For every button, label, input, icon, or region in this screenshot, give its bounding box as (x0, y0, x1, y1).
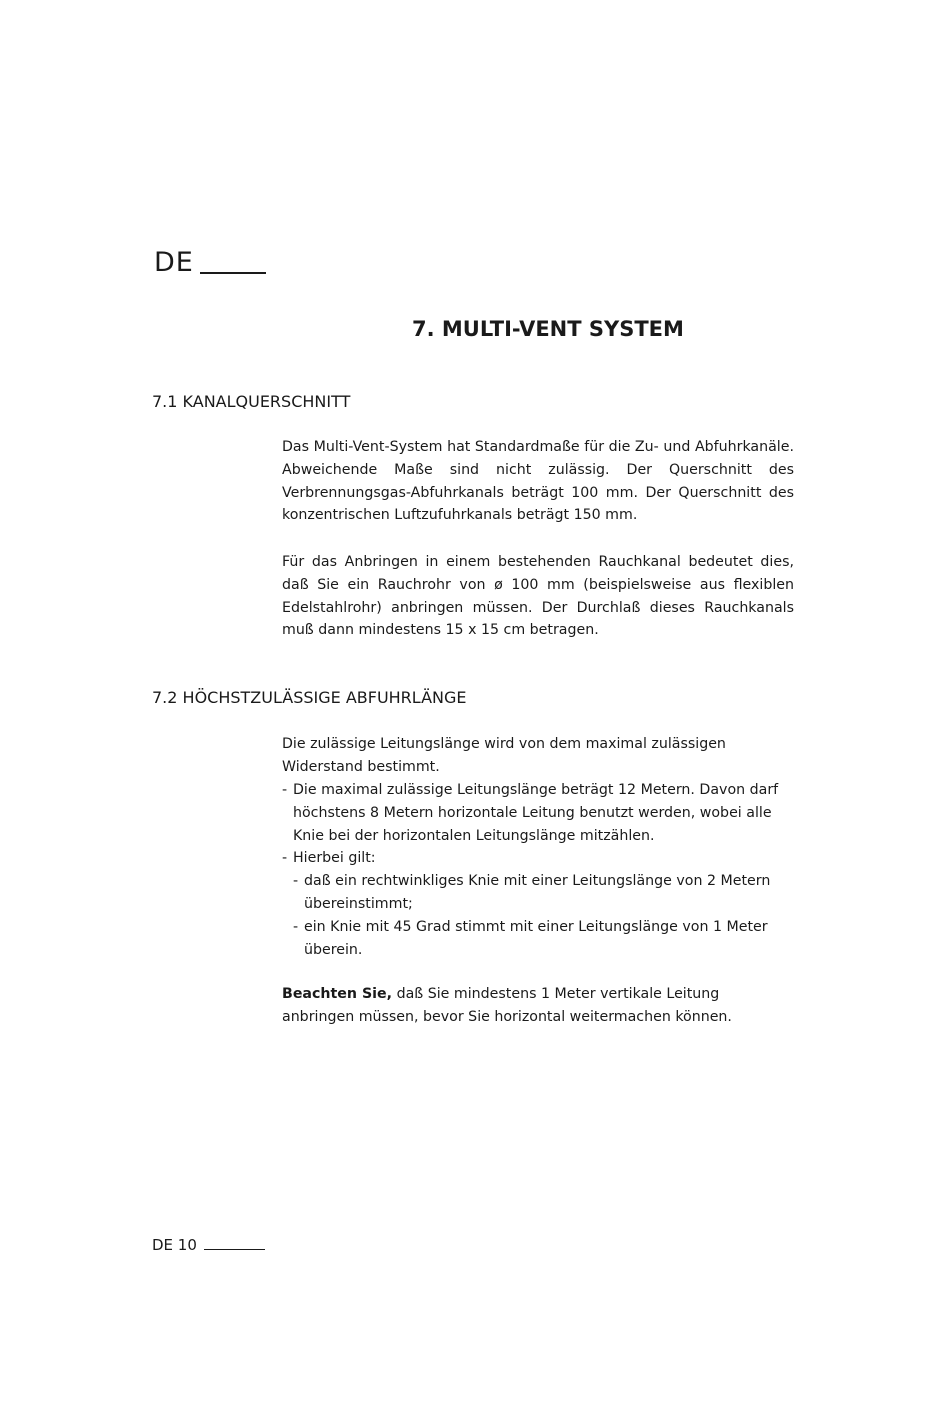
note-text: daß Sie mindestens 1 Meter vertikale Leitung anbringen müssen, bevor Sie horizontal weitermachen können. (282, 986, 732, 1025)
list-dash: - (293, 873, 299, 890)
language-tag-rule (200, 272, 266, 274)
list-item-text: ein Knie mit 45 Grad stimmt mit einer Leitungslänge von 1 Meter überein. (304, 918, 768, 958)
note-label: Beachten Sie, (282, 986, 393, 1002)
chapter-title: 7. MULTI-VENT SYSTEM (412, 317, 684, 341)
language-tag: DE (154, 247, 194, 278)
page-number: DE 10 (152, 1236, 197, 1254)
list-dash: - (293, 918, 299, 935)
section-heading-abfuhrlaenge: 7.2 HÖCHSTZULÄSSIGE ABFUHRLÄNGE (152, 688, 467, 707)
list-item (282, 847, 794, 870)
paragraph-note (282, 983, 794, 1029)
list-dash: - (282, 850, 288, 867)
paragraph-length-intro: Die zulässige Leitungslänge wird von dem maximal zulässigen Widerstand bestimmt. (282, 736, 726, 775)
paragraph-existing-flue: Für das Anbringen in einem bestehenden Rauchkanal bedeutet dies, daß Sie ein Rauchrohr von ø 100 mm (beispielsweise aus flexiblen Edelstahlrohr) anbringen müssen. Der Durchlaß dieses Rauchkanals muß dann mindestens 15 x 15 cm betragen. (282, 554, 794, 639)
list-item-text: daß ein rechtwinkliges Knie mit einer Leitungslänge von 2 Metern übereinstimmt; (304, 873, 771, 912)
list-dash: - (282, 782, 288, 798)
list-item (282, 779, 794, 847)
list-subitem (282, 870, 794, 916)
page-number-rule (204, 1249, 265, 1250)
list-subitem (282, 916, 794, 962)
paragraph-standard-dimensions: Das Multi-Vent-System hat Standardmaße für die Zu- und Abfuhrkanäle. Abweichende Maße sind nicht zulässig. Der Querschnitt des Verbrennungsgas-Abfuhrkanals beträgt 100 mm. Der Querschnitt des konzentrischen Luftzufuhrkanals beträgt 150 mm. (282, 439, 794, 524)
list-item-text: Hierbei gilt: (293, 850, 376, 867)
section-heading-kanalquerschnitt: 7.1 KANALQUERSCHNITT (152, 392, 351, 411)
rules-list (282, 779, 794, 961)
list-item-text: Die maximal zulässige Leitungslänge beträgt 12 Metern. Davon darf höchstens 8 Metern horizontale Leitung benutzt werden, wobei alle Knie bei der horizontalen Leitungslänge mitzählen. (293, 782, 779, 844)
